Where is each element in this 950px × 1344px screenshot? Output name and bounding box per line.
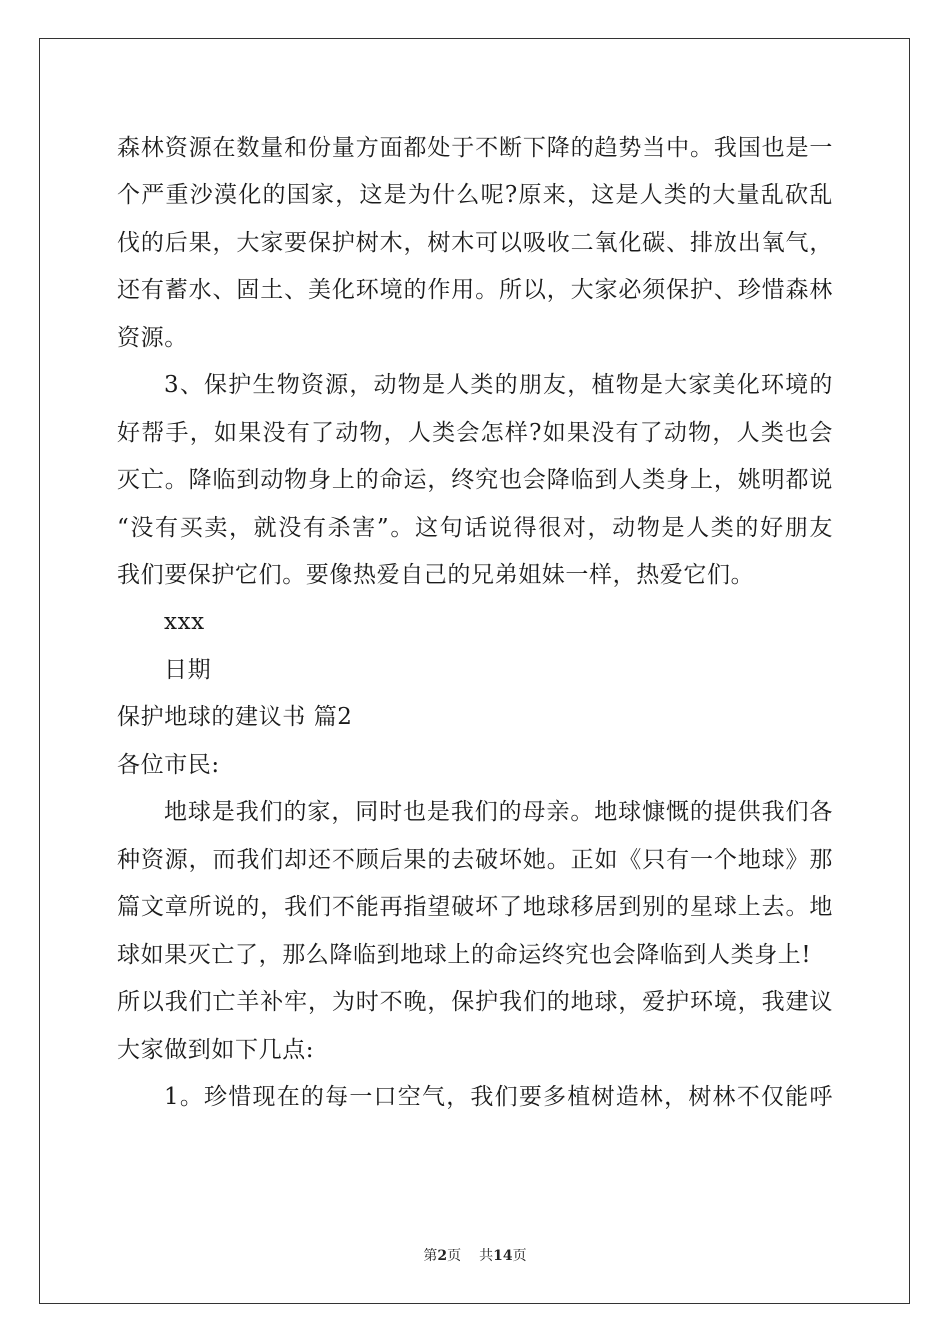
text-line: 1。珍惜现在的每一口空气，我们要多植树造林，树林不仅能呼 [164, 1084, 833, 1110]
page-suffix: 页 [447, 1248, 462, 1264]
text-line: 个严重沙漠化的国家，这是为什么呢?原来，这是人类的大量乱砍乱 [117, 182, 833, 208]
signature-name: xxx [164, 609, 205, 635]
text-line: 森林资源在数量和份量方面都处于不断下降的趋势当中。我国也是一 [117, 135, 833, 161]
text-line: 资源。 [117, 325, 188, 351]
page-footer [0, 1247, 950, 1265]
total-prefix: 共 [479, 1248, 494, 1264]
text-line: 3、保护生物资源，动物是人类的朋友，植物是大家美化环境的 [164, 372, 833, 398]
text-line: “没有买卖，就没有杀害”。这句话说得很对，动物是人类的好朋友 [117, 515, 833, 541]
text-line: 我们要保护它们。要像热爱自己的兄弟姐妹一样，热爱它们。 [117, 562, 755, 588]
text-line: 篇文章所说的，我们不能再指望破坏了地球移居到别的星球上去。地 [117, 894, 833, 920]
text-line: 伐的后果，大家要保护树木，树木可以吸收二氧化碳、排放出氧气， [117, 230, 833, 256]
total-suffix: 页 [512, 1248, 527, 1264]
page-number: 2 [437, 1248, 448, 1264]
text-line: 还有蓄水、固土、美化环境的作用。所以，大家必须保护、珍惜森林 [117, 277, 833, 303]
text-line: 好帮手，如果没有了动物，人类会怎样?如果没有了动物，人类也会 [117, 420, 833, 446]
page-prefix: 第 [423, 1248, 438, 1264]
text-line: 球如果灭亡了，那么降临到地球上的命运终究也会降临到人类身上! [117, 942, 812, 968]
total-pages: 14 [493, 1248, 513, 1264]
salutation: 各位市民: [117, 752, 220, 778]
text-line: 灭亡。降临到动物身上的命运，终究也会降临到人类身上，姚明都说 [117, 467, 833, 493]
section-heading: 保护地球的建议书 篇2 [117, 704, 353, 730]
text-line: 种资源，而我们却还不顾后果的去破坏她。正如《只有一个地球》那 [117, 847, 833, 873]
text-line: 地球是我们的家，同时也是我们的母亲。地球慷慨的提供我们各 [164, 799, 833, 825]
text-line: 所以我们亡羊补牢，为时不晚，保护我们的地球，爱护环境，我建议 [117, 989, 833, 1015]
signature-date: 日期 [164, 657, 212, 683]
text-line: 大家做到如下几点: [117, 1037, 315, 1063]
